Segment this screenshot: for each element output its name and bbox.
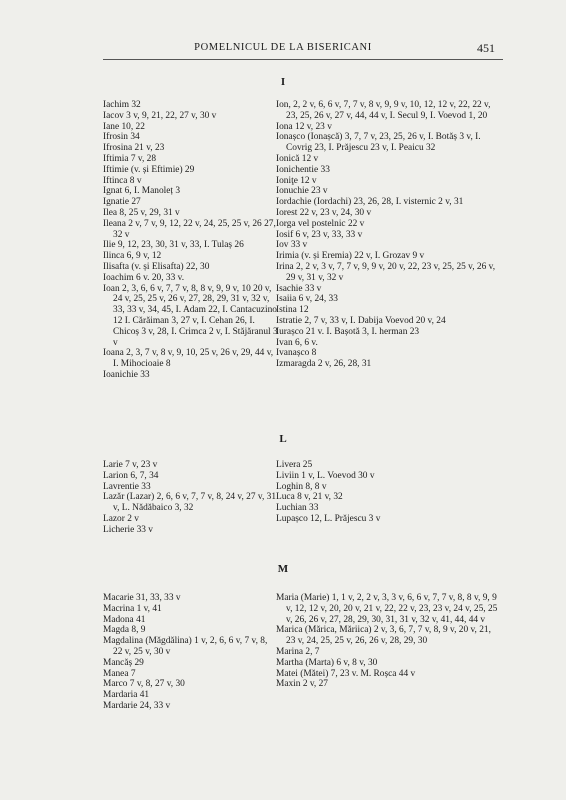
- index-entry: Izmaragda 2 v, 26, 28, 31: [276, 359, 372, 370]
- index-entry: Ilea 8, 25 v, 29, 31 v: [103, 207, 180, 218]
- section-letter-i: I: [280, 76, 286, 88]
- index-entry: Ion, 2, 2 v, 6, 6 v, 7, 7 v, 8 v, 9, 9 v, 10, 12, 12 v, 22, 22 v, 23, 25, 26 v, 27 v, 44, 44 v, I. Secul 9, I. Voevod 1, 20: [276, 100, 491, 121]
- index-entry: Ionuchie 23 v: [276, 186, 328, 197]
- index-entry: Ioana 2, 3, 7 v, 8 v, 9, 10, 25 v, 26 v, 29, 44 v, I. Mihocioaie 8: [103, 348, 274, 370]
- index-entry: Ilisafta (v. și Elisafta) 22, 30: [103, 261, 210, 272]
- index-entry: Ileana 2 v, 7 v, 9, 12, 22 v, 24, 25, 25 v, 26 27, 32 v: [103, 218, 276, 240]
- index-entry: Irina 2, 2 v, 3 v, 7, 7 v, 9, 9 v, 20 v, 22, 23 v, 25, 25 v, 26 v, 29 v, 31 v, 32 v: [276, 261, 496, 283]
- index-entry: Iosif 6 v, 23 v, 33, 33 v: [276, 229, 363, 240]
- index-entry: Iftinca 8 v: [103, 175, 142, 186]
- index-entry: Magda 8, 9: [103, 625, 146, 636]
- index-entry: Livera 25: [276, 460, 313, 470]
- index-entry: Ignat 6, I. Manoleț 3: [103, 186, 181, 197]
- index-entry: Ifrosin 34: [103, 132, 140, 143]
- section-letter-m: M: [277, 563, 289, 575]
- index-entry: Macarie 31, 33, 33 v: [103, 593, 181, 603]
- section-i-left-column: [103, 100, 278, 381]
- index-entry: Luchian 33: [276, 503, 319, 514]
- index-entry: Magdalina (Măgdălina) 1 v, 2, 6, 6 v, 7 v, 8, 22 v, 25 v, 30 v: [103, 636, 268, 657]
- index-entry: Isaiia 6 v, 24, 33: [276, 294, 338, 305]
- index-entry: Lavrentie 33: [103, 481, 151, 492]
- index-entry: Ilinca 6, 9 v, 12: [103, 251, 162, 262]
- running-title: POMELNICUL DE LA BISERICANI: [194, 42, 372, 53]
- index-entry: Larie 7 v, 23 v: [103, 460, 158, 470]
- section-l-right-column: [276, 460, 501, 525]
- index-entry: Istina 12: [276, 305, 309, 316]
- index-entry: Licherie 33 v: [103, 524, 153, 535]
- index-entry: Marco 7 v, 8, 27 v, 30: [103, 679, 185, 690]
- index-entry: Lazor 2 v: [103, 513, 139, 524]
- index-entry: Iane 10, 22: [103, 121, 145, 132]
- index-entry: Macrina 1 v, 41: [103, 603, 162, 614]
- index-entry: Ivan 6, 6 v.: [276, 337, 318, 348]
- index-entry: Marina 2, 7: [276, 646, 320, 657]
- index-entry: Mancăș 29: [103, 657, 144, 668]
- index-entry: Iorest 22 v, 23 v, 24, 30 v: [276, 207, 372, 218]
- index-entry: Liviin 1 v, L. Voevod 30 v: [276, 470, 375, 481]
- index-entry: Lazăr (Lazar) 2, 6, 6 v, 7, 7 v, 8, 24 v, 27 v, 31 v, L. Nădăbaico 3, 32: [103, 492, 277, 514]
- index-entry: Madona 41: [103, 614, 146, 625]
- section-l-left-column: [103, 460, 278, 536]
- index-entry: Loghin 8, 8 v: [276, 481, 327, 492]
- index-entry: Maxin 2 v, 27: [276, 679, 328, 690]
- index-entry: Iurașco 21 v. I. Bașotă 3, I. herman 23: [276, 326, 420, 337]
- index-entry: Iacov 3 v, 9, 21, 22, 27 v, 30 v: [103, 110, 217, 121]
- index-entry: Ioniţe 12 v: [276, 175, 317, 186]
- index-entry: Iorga vel postelnic 22 v: [276, 218, 365, 229]
- index-entry: Ionică 12 v: [276, 153, 319, 164]
- index-entry: Ioanichie 33: [103, 369, 150, 380]
- index-entry: Istratie 2, 7 v, 33 v, I. Dabija Voevod 20 v, 24: [276, 315, 446, 326]
- index-entry: Iftimie (v. și Eftimie) 29: [103, 164, 195, 175]
- index-entry: Marica (Mărica, Măriica) 2 v, 3, 6, 7, 7 v, 8, 9 v, 20 v, 21, 23 v, 24, 25, 25 v, 26, 26 v, 28, 29, 30: [276, 625, 491, 647]
- index-entry: Isachie 33 v: [276, 283, 322, 294]
- header-rule: [103, 59, 503, 60]
- index-entry: Iov 33 v: [276, 240, 308, 251]
- index-entry: Ionichentie 33: [276, 164, 330, 175]
- index-entry: Manea 7: [103, 668, 136, 679]
- index-entry: Ivanașco 8: [276, 348, 317, 359]
- index-entry: Iona 12 v, 23 v: [276, 121, 332, 132]
- index-entry: Ionașco (Ionașcă) 3, 7, 7 v, 23, 25, 26 v, I. Botăș 3 v, I. Covrig 23, I. Prăjescu 23 v, I. Peaicu 32: [276, 132, 481, 154]
- section-m-left-column: [103, 593, 278, 712]
- index-entry: Irimia (v. și Eremia) 22 v, I. Grozav 9 v: [276, 251, 425, 262]
- index-entry: Lupașco 12, L. Prăjescu 3 v: [276, 513, 381, 524]
- index-entry: Mardaria 41: [103, 690, 150, 701]
- page-number: 451: [477, 41, 495, 55]
- index-entry: Larion 6, 7, 34: [103, 470, 159, 481]
- index-entry: Luca 8 v, 21 v, 32: [276, 492, 343, 503]
- index-entry: Iordachie (Iordachi) 23, 26, 28, I. visternic 2 v, 31: [276, 197, 464, 208]
- index-entry: Martha (Marta) 6 v, 8 v, 30: [276, 657, 378, 668]
- index-entry: Ioan 2, 3, 6, 6 v, 7, 7 v, 8, 8 v, 9, 9 v, 10 20 v, 24 v, 25, 25 v, 26 v, 27, 28, 29, 31 v, 32 v, 33, 33 v, 34, 45, I. Adam 22, I. Cantacuzino 12 I. Cărăiman 3, 27 v, I. Cehan 26, I. Chicoș 3 v, 28, I. Crimca 2 v, I. Stăjăranul 3 v: [103, 283, 278, 348]
- index-entry: Matei (Mătei) 7, 23 v. M. Roșca 44 v: [276, 668, 416, 679]
- index-entry: Maria (Marie) 1, 1 v, 2, 2 v, 3, 3 v, 6, 6 v, 7, 7 v, 8, 8 v, 9, 9 v, 12, 12 v, 20, 20 v, 21 v, 22, 22 v, 23, 23 v, 24 v, 25, 25 v, 26, 26 v, 27, 28, 29, 30, 31, 31 v, 32 v, 41, 44, 44 v: [276, 593, 498, 625]
- index-entry: Ilie 9, 12, 23, 30, 31 v, 33, I. Tulaș 26: [103, 240, 244, 251]
- index-entry: Ioachim 6 v. 20, 33 v.: [103, 272, 185, 283]
- index-entry: Iftimia 7 v, 28: [103, 153, 157, 164]
- index-entry: Ignatie 27: [103, 197, 141, 208]
- section-letter-l: L: [279, 433, 287, 445]
- section-i-right-column: [276, 100, 501, 370]
- index-entry: Iachim 32: [103, 100, 141, 110]
- index-entry: Mardarie 24, 33 v: [103, 700, 171, 711]
- index-entry: Ifrosina 21 v, 23: [103, 143, 165, 154]
- section-m-right-column: [276, 593, 501, 690]
